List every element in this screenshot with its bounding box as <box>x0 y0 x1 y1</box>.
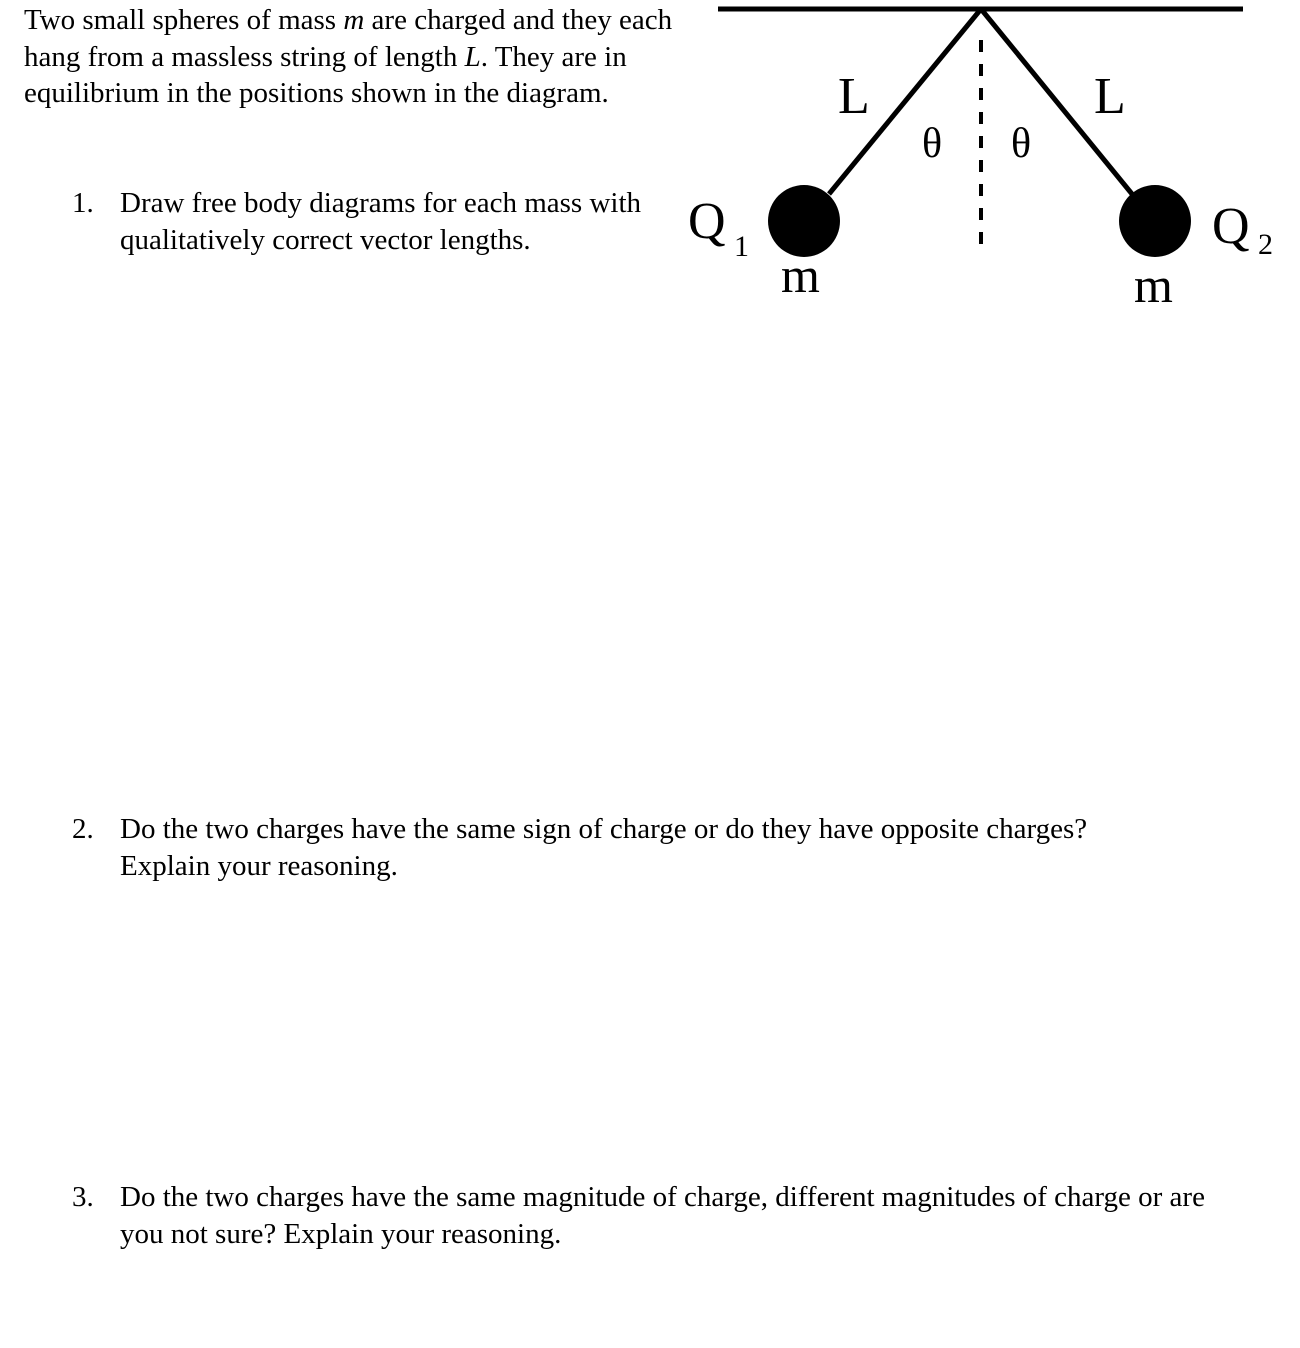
question-3-text: Do the two charges have the same magnitude of charge, different magnitudes of charge or are you not sure? Explain your reasoning. <box>120 1181 1205 1250</box>
left-charge-label: Q <box>688 193 726 250</box>
intro-text-3: . They are in equilibrium in the positions shown in the diagram. <box>24 40 627 109</box>
question-2-number: 2. <box>72 813 94 845</box>
question-2 <box>72 811 1122 885</box>
question-1-number: 1. <box>72 187 94 219</box>
question-1-text: Draw free body diagrams for each mass with qualitatively correct vector lengths. <box>120 187 642 256</box>
pendulum-diagram <box>0 0 1300 330</box>
left-string-length-label: L <box>838 68 870 125</box>
left-angle-label: θ <box>922 121 943 167</box>
right-angle-label: θ <box>1011 121 1032 167</box>
mass-symbol: m <box>343 4 365 36</box>
left-charge-subscript: 1 <box>734 230 749 263</box>
intro-text-2: are charged and they each hang from a massless string of length <box>24 4 673 73</box>
intro-text-1: Two small spheres of mass <box>24 4 344 36</box>
question-3-number: 3. <box>72 1181 94 1213</box>
question-2-text: Do the two charges have the same sign of charge or do they have opposite charges? Explain your reasoning. <box>120 813 1088 882</box>
length-symbol: L <box>464 40 481 73</box>
right-string-length-label: L <box>1094 68 1126 125</box>
left-mass-label: m <box>781 247 820 303</box>
question-3 <box>72 1179 1222 1253</box>
right-charge-label: Q <box>1212 198 1250 255</box>
right-charge-subscript: 2 <box>1258 228 1273 261</box>
right-mass-label: m <box>1134 257 1173 313</box>
right-sphere <box>1119 185 1191 257</box>
